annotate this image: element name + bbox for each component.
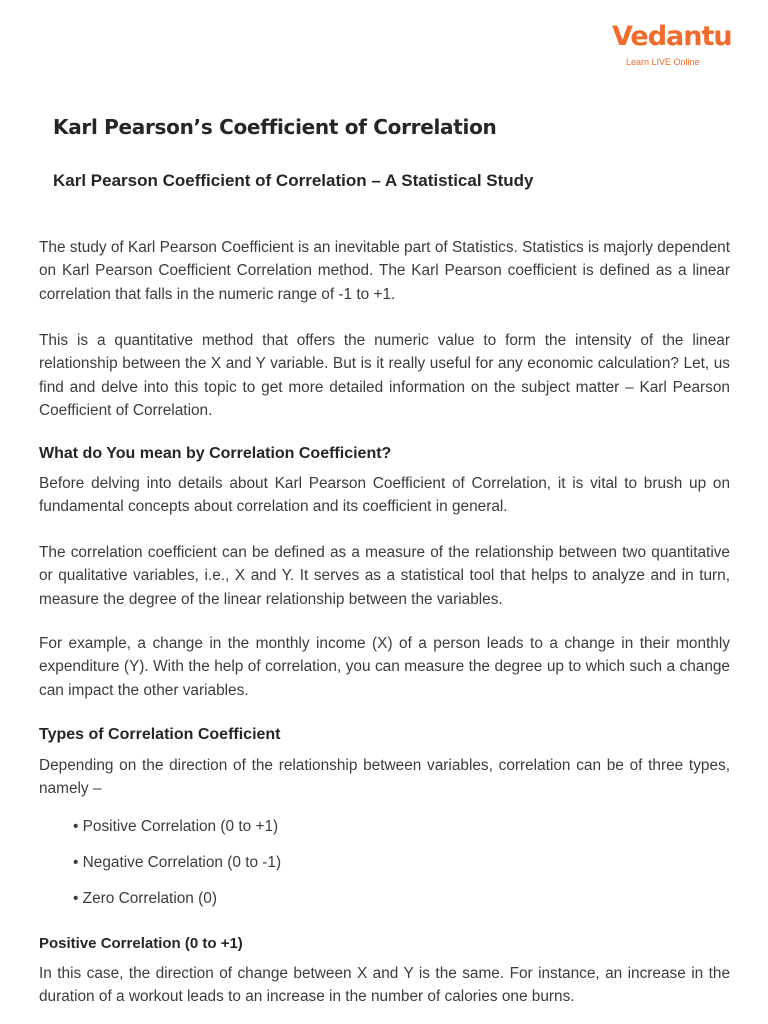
- types-intro-paragraph: Depending on the direction of the relationship between variables, correlation can be of three types, namely –: [39, 757, 730, 798]
- vedantu-logo[interactable]: [612, 21, 732, 67]
- page-title: Karl Pearson’s Coefficient of Correlation: [53, 115, 497, 139]
- page-subtitle: Karl Pearson Coefficient of Correlation – A Statistical Study: [53, 171, 534, 190]
- list-item-positive: • Positive Correlation (0 to +1): [73, 818, 279, 835]
- logo-wordmark: Vedantu: [612, 21, 732, 52]
- section-heading-meaning: What do You mean by Correlation Coefficient?: [39, 445, 392, 462]
- section-heading-types: Types of Correlation Coefficient: [39, 726, 281, 743]
- list-item-zero: • Zero Correlation (0): [73, 890, 217, 907]
- logo-tagline: Learn LIVE Online: [626, 57, 700, 67]
- section-heading-positive: Positive Correlation (0 to +1): [39, 935, 243, 952]
- meaning-paragraph-3: For example, a change in the monthly income (X) of a person leads to a change in their monthly expenditure (Y). With the help of correlation, you can measure the degree up to which such a change can impact the other variables.: [39, 635, 730, 699]
- meaning-paragraph-2: The correlation coefficient can be defined as a measure of the relationship between two quantitative or qualitative variables, i.e., X and Y. It serves as a statistical tool that helps to analyze and in turn, measure the degree of the linear relationship between the variables.: [39, 544, 730, 608]
- positive-paragraph: In this case, the direction of change between X and Y is the same. For instance, an increase in the duration of a workout leads to an increase in the number of calories one burns.: [39, 965, 730, 1006]
- list-item-negative: • Negative Correlation (0 to -1): [73, 854, 282, 871]
- intro-paragraph-2: This is a quantitative method that offers the numeric value to form the intensity of the linear relationship between the X and Y variable. But is it really useful for any economic calculation? Let, us find and delve into this topic to get more detailed information on the subject matter – Karl Pearson Coefficient of Correlation.: [39, 332, 730, 419]
- intro-paragraph-1: The study of Karl Pearson Coefficient is an inevitable part of Statistics. Statistics is majorly dependent on Karl Pearson Coefficient Correlation method. The Karl Pearson coefficient is defined as a linear correlation that falls in the numeric range of -1 to +1.: [39, 239, 730, 303]
- meaning-paragraph-1: Before delving into details about Karl Pearson Coefficient of Correlation, it is vital to brush up on fundamental concepts about correlation and its coefficient in general.: [39, 475, 730, 516]
